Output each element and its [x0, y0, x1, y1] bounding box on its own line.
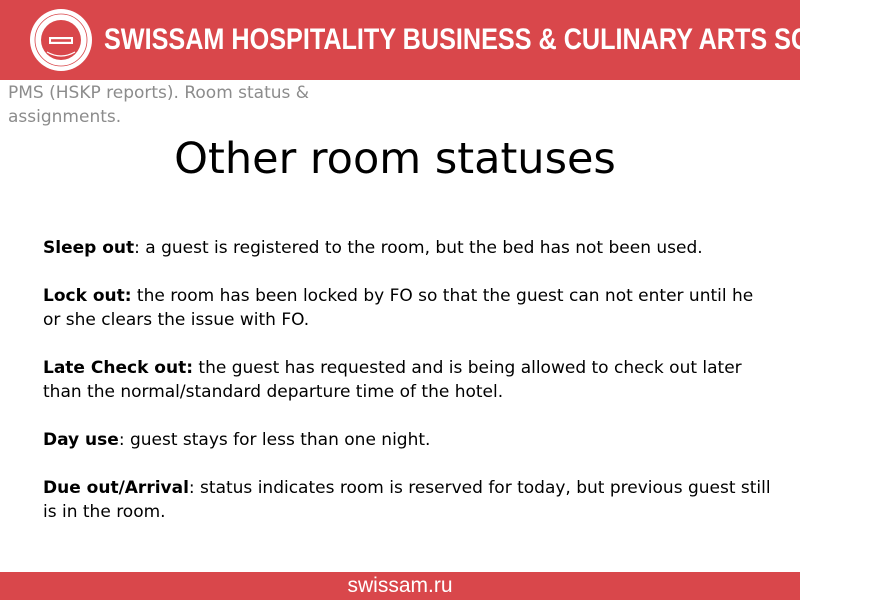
term-label: Lock out: [43, 286, 132, 306]
school-name: SWISSAM HOSPITALITY BUSINESS & CULINARY ARTS SCHOOL [104, 23, 882, 56]
section-subtitle: PMS (HSKP reports). Room status & assignments. [8, 83, 310, 127]
term-label: Day use [43, 430, 119, 450]
definition-day-use [43, 428, 773, 452]
term-label: Due out/Arrival [43, 478, 189, 498]
definition-lock-out [43, 284, 773, 332]
term-label: Sleep out [43, 238, 135, 258]
page-title: Other room statuses [174, 134, 616, 184]
header-bar [0, 0, 882, 80]
footer-bar [0, 572, 800, 600]
footer-website: swissam.ru [347, 574, 453, 597]
term-description: : a guest is registered to the room, but the bed has not been used. [134, 238, 703, 258]
school-logo [29, 8, 93, 72]
definition-late-check-out [43, 356, 773, 404]
term-description: the guest has requested and is being allowed to check out later than the normal/standard departure time of the hotel. [43, 358, 742, 402]
definition-due-out-arrival [43, 476, 773, 524]
definitions-list [43, 236, 773, 548]
term-description: : status indicates room is reserved for today, but previous guest still is in the room. [43, 478, 771, 522]
term-description: the room has been locked by FO so that the guest can not enter until he or she clears the issue with FO. [43, 286, 754, 330]
term-description: : guest stays for less than one night. [118, 430, 431, 450]
term-label: Late Check out: [43, 358, 193, 378]
definition-sleep-out [43, 236, 773, 260]
